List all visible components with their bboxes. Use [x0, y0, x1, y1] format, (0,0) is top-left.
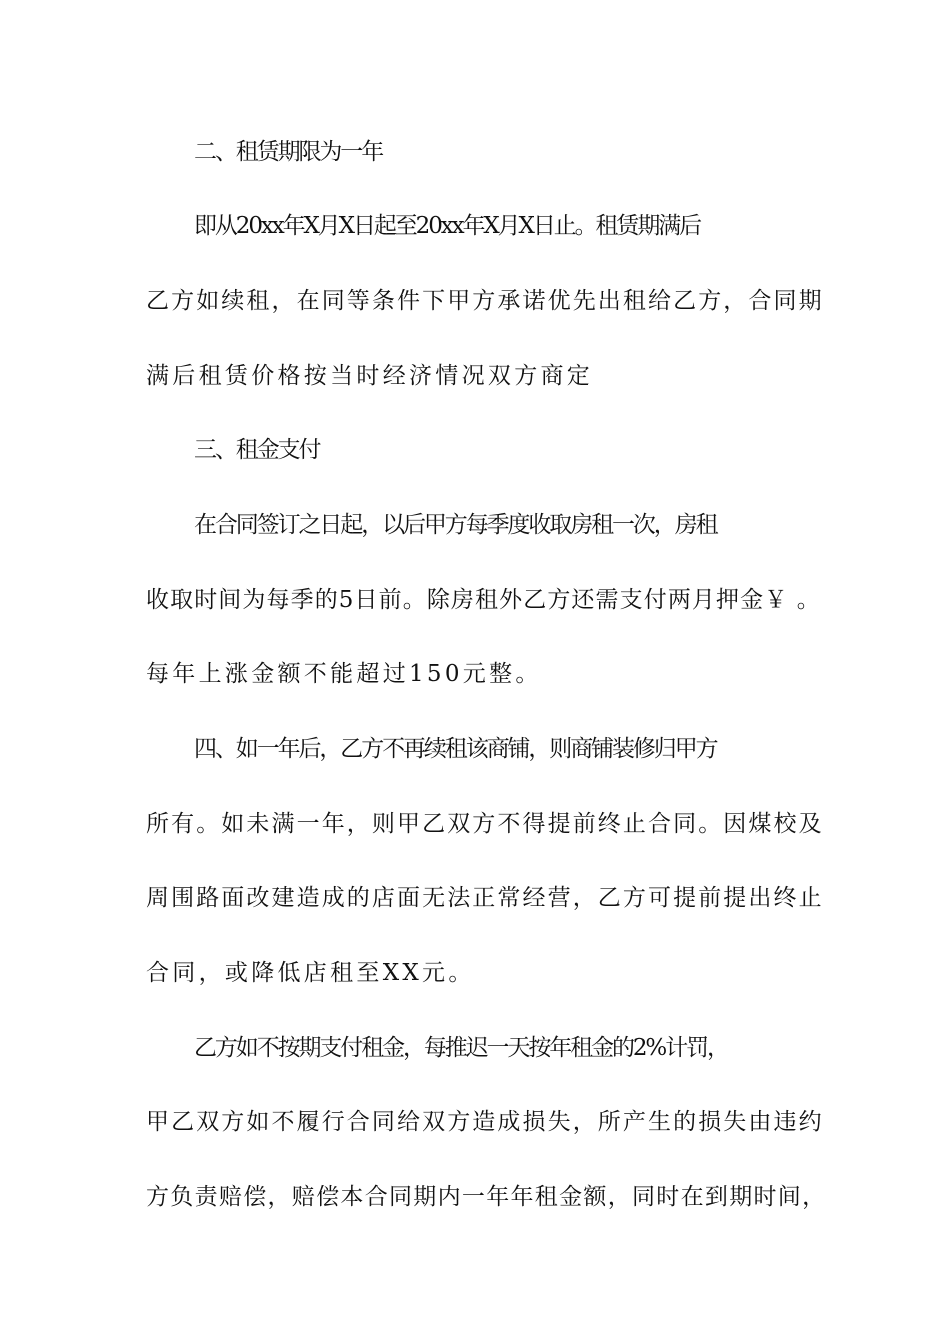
paragraph-line: 合同，或降低店租至XX元。 — [146, 960, 475, 986]
paragraph-line: 乙方如不按期支付租金，每推迟一天按年租金的2%计罚， — [194, 1035, 728, 1061]
paragraph-line: 每年上涨金额不能超过150元整。 — [146, 661, 542, 687]
paragraph-line: 即从20xx年X月X日起至20xx年X月X日止。租赁期满后 — [194, 213, 701, 239]
section-heading-renewal: 四、如一年后，乙方不再续租该商铺，则商铺装修归甲方 — [194, 736, 717, 762]
section-heading-lease-term: 二、租赁期限为一年 — [194, 139, 383, 165]
paragraph-line: 甲乙双方如不履行合同给双方造成损失，所产生的损失由违约 — [146, 1109, 824, 1135]
paragraph-line: 方负责赔偿，赔偿本合同期内一年年租金额，同时在到期时间， — [146, 1184, 827, 1210]
paragraph-line: 乙方如续租，在同等条件下甲方承诺优先出租给乙方，合同期 — [146, 288, 824, 314]
paragraph-line: 收取时间为每季的5日前。除房租外乙方还需支付两月押金￥ 。 — [146, 587, 821, 613]
paragraph-line: 周围路面改建造成的店面无法正常经营，乙方可提前提出终止 — [146, 885, 824, 911]
paragraph-line: 满后租赁价格按当时经济情况双方商定 — [146, 363, 594, 389]
section-heading-rent-payment: 三、租金支付 — [194, 437, 320, 463]
paragraph-line: 所有。如未满一年，则甲乙双方不得提前终止合同。因煤校及 — [146, 811, 824, 837]
paragraph-line: 在合同签订之日起，以后甲方每季度收取房租一次，房租 — [194, 512, 717, 538]
